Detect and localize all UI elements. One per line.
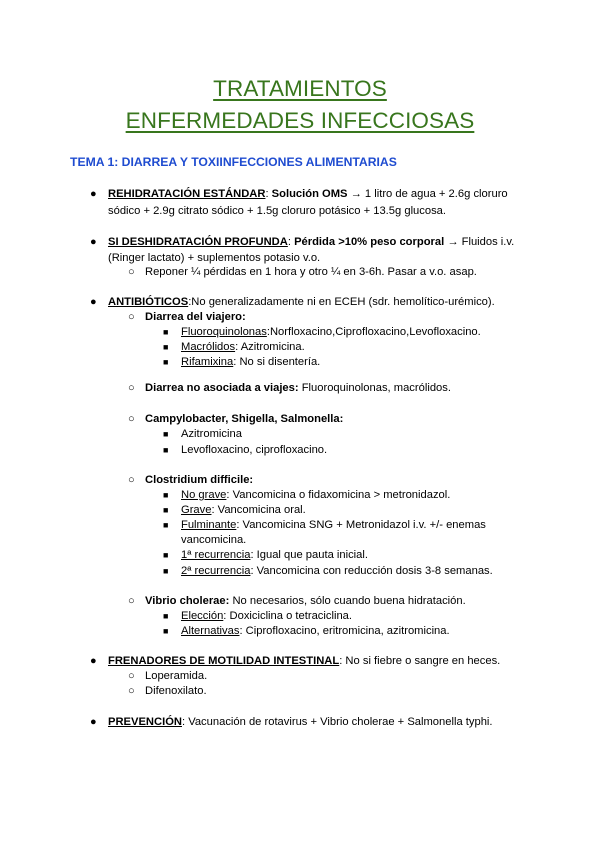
- no-viajes-label: Diarrea no asociada a viajes:: [145, 382, 299, 394]
- drug-class: Rifamixina: [181, 356, 234, 368]
- section-heading: TEMA 1: DIARREA Y TOXIINFECCIONES ALIMENTARIAS: [70, 155, 397, 169]
- deshidratacion-rest: → Fluidos i.v.: [444, 236, 515, 248]
- drug-detail: :Norfloxacino,Ciprofloxacino,Levofloxacino.: [266, 326, 481, 338]
- viajero-label: Diarrea del viajero:: [145, 311, 246, 323]
- choice-label: Alternativas: [181, 625, 240, 637]
- square-bullet: ■: [163, 550, 169, 560]
- prevencion-line: [108, 715, 493, 729]
- disc-bullet: ●: [90, 655, 97, 667]
- choice-label: Elección: [181, 610, 224, 622]
- disc-bullet: ●: [90, 296, 97, 308]
- choice-detail: : Ciprofloxacino, eritromicina, azitromicina.: [239, 625, 450, 637]
- square-bullet: ■: [163, 342, 169, 352]
- severity-label: 1ª recurrencia: [181, 549, 251, 561]
- rehidratacion-bold: Solución OMS: [271, 188, 348, 200]
- circle-bullet: ○: [128, 266, 135, 278]
- square-bullet: ■: [163, 626, 169, 636]
- title-line-2: ENFERMEDADES INFECCIOSAS: [125, 108, 475, 133]
- clostridium-item-cont: vancomicina.: [181, 534, 247, 546]
- disc-bullet: ●: [90, 188, 97, 200]
- campy-label: Campylobacter, Shigella, Salmonella:: [145, 413, 344, 425]
- square-bullet: ■: [163, 520, 169, 530]
- antibioticos-line: [108, 295, 495, 309]
- disc-bullet: ●: [90, 716, 97, 728]
- vibrio-rest: No necesarios, sólo cuando buena hidratación.: [229, 595, 466, 607]
- choice-detail: : Doxiciclina o tetraciclina.: [223, 610, 353, 622]
- severity-label: No grave: [181, 489, 227, 501]
- rehidratacion-line-1: [108, 187, 508, 201]
- circle-bullet: ○: [128, 474, 135, 486]
- circle-bullet: ○: [128, 685, 135, 697]
- viajero-item: [181, 325, 481, 339]
- clostridium-item: [181, 564, 493, 578]
- deshidratacion-head: SI DESHIDRATACIÓN PROFUNDA: [108, 236, 288, 248]
- no-viajes-line: [145, 381, 451, 395]
- square-bullet: ■: [163, 505, 169, 515]
- severity-detail: : Vancomicina SNG + Metronidazol i.v. +/- enemas: [236, 519, 486, 531]
- antibioticos-head: ANTIBIÓTICOS: [108, 296, 189, 308]
- frenadores-head: FRENADORES DE MOTILIDAD INTESTINAL: [108, 655, 340, 667]
- clostridium-item: [181, 548, 368, 562]
- deshidratacion-line-2: (Ringer lactato) + suplementos potasio v.o.: [108, 252, 321, 264]
- drug-detail: : Azitromicina.: [235, 341, 305, 353]
- drug-detail: : No si disentería.: [233, 356, 321, 368]
- title-line-1: TRATAMIENTOS: [213, 76, 387, 101]
- separator: :: [287, 236, 295, 248]
- campy-item: Levofloxacino, ciprofloxacino.: [181, 444, 328, 456]
- viajero-item: [181, 355, 320, 369]
- vibrio-item: [181, 609, 352, 623]
- square-bullet: ■: [163, 445, 169, 455]
- viajero-item: [181, 340, 305, 354]
- vibrio-label: Vibrio cholerae:: [145, 595, 230, 607]
- severity-detail: : Igual que pauta inicial.: [250, 549, 368, 561]
- severity-detail: : Vancomicina oral.: [211, 504, 306, 516]
- clostridium-item: [181, 488, 450, 502]
- circle-bullet: ○: [128, 670, 135, 682]
- clostridium-item: [181, 503, 306, 517]
- drug-class: Macrólidos: [181, 341, 236, 353]
- antibioticos-rest: :No generalizadamente ni en ECEH (sdr. hemolítico-urémico).: [188, 296, 495, 308]
- circle-bullet: ○: [128, 595, 135, 607]
- separator: :: [265, 188, 272, 200]
- square-bullet: ■: [163, 327, 169, 337]
- frenadores-item: Loperamida.: [145, 670, 208, 682]
- square-bullet: ■: [163, 490, 169, 500]
- square-bullet: ■: [163, 611, 169, 621]
- deshidratacion-line-1: [108, 235, 514, 249]
- clostridium-label: Clostridium difficile:: [145, 474, 254, 486]
- frenadores-rest: : No si fiebre o sangre en heces.: [339, 655, 501, 667]
- circle-bullet: ○: [128, 382, 135, 394]
- campy-item: Azitromicina: [181, 428, 242, 440]
- disc-bullet: ●: [90, 236, 97, 248]
- clostridium-item: [181, 518, 486, 532]
- rehidratacion-line-2: sódico + 2.9g citrato sódico + 1.5g cloruro potásico + 13.5g glucosa.: [108, 205, 447, 217]
- deshidratacion-sub: Reponer ¼ pérdidas en 1 hora y otro ¼ en 3-6h. Pasar a v.o. asap.: [145, 266, 477, 278]
- rehidratacion-rest: → 1 litro de agua + 2.6g cloruro: [347, 188, 508, 200]
- severity-detail: : Vancomicina con reducción dosis 3-8 semanas.: [250, 565, 493, 577]
- severity-label: Grave: [181, 504, 212, 516]
- drug-class: Fluoroquinolonas: [181, 326, 267, 338]
- circle-bullet: ○: [128, 413, 135, 425]
- frenadores-item: Difenoxilato.: [145, 685, 207, 697]
- no-viajes-rest: Fluoroquinolonas, macrólidos.: [298, 382, 451, 394]
- square-bullet: ■: [163, 429, 169, 439]
- rehidratacion-head: REHIDRATACIÓN ESTÁNDAR: [108, 188, 266, 200]
- square-bullet: ■: [163, 566, 169, 576]
- prevencion-rest: : Vacunación de rotavirus + Vibrio cholerae + Salmonella typhi.: [181, 716, 493, 728]
- severity-detail: : Vancomicina o fidaxomicina > metronidazol.: [226, 489, 451, 501]
- vibrio-item: [181, 624, 450, 638]
- circle-bullet: ○: [128, 311, 135, 323]
- vibrio-line: [145, 594, 466, 608]
- prevencion-head: PREVENCIÓN: [108, 716, 182, 728]
- deshidratacion-bold: Pérdida >10% peso corporal: [294, 236, 445, 248]
- frenadores-line: [108, 654, 500, 668]
- square-bullet: ■: [163, 357, 169, 367]
- severity-label: 2ª recurrencia: [181, 565, 251, 577]
- severity-label: Fulminante: [181, 519, 237, 531]
